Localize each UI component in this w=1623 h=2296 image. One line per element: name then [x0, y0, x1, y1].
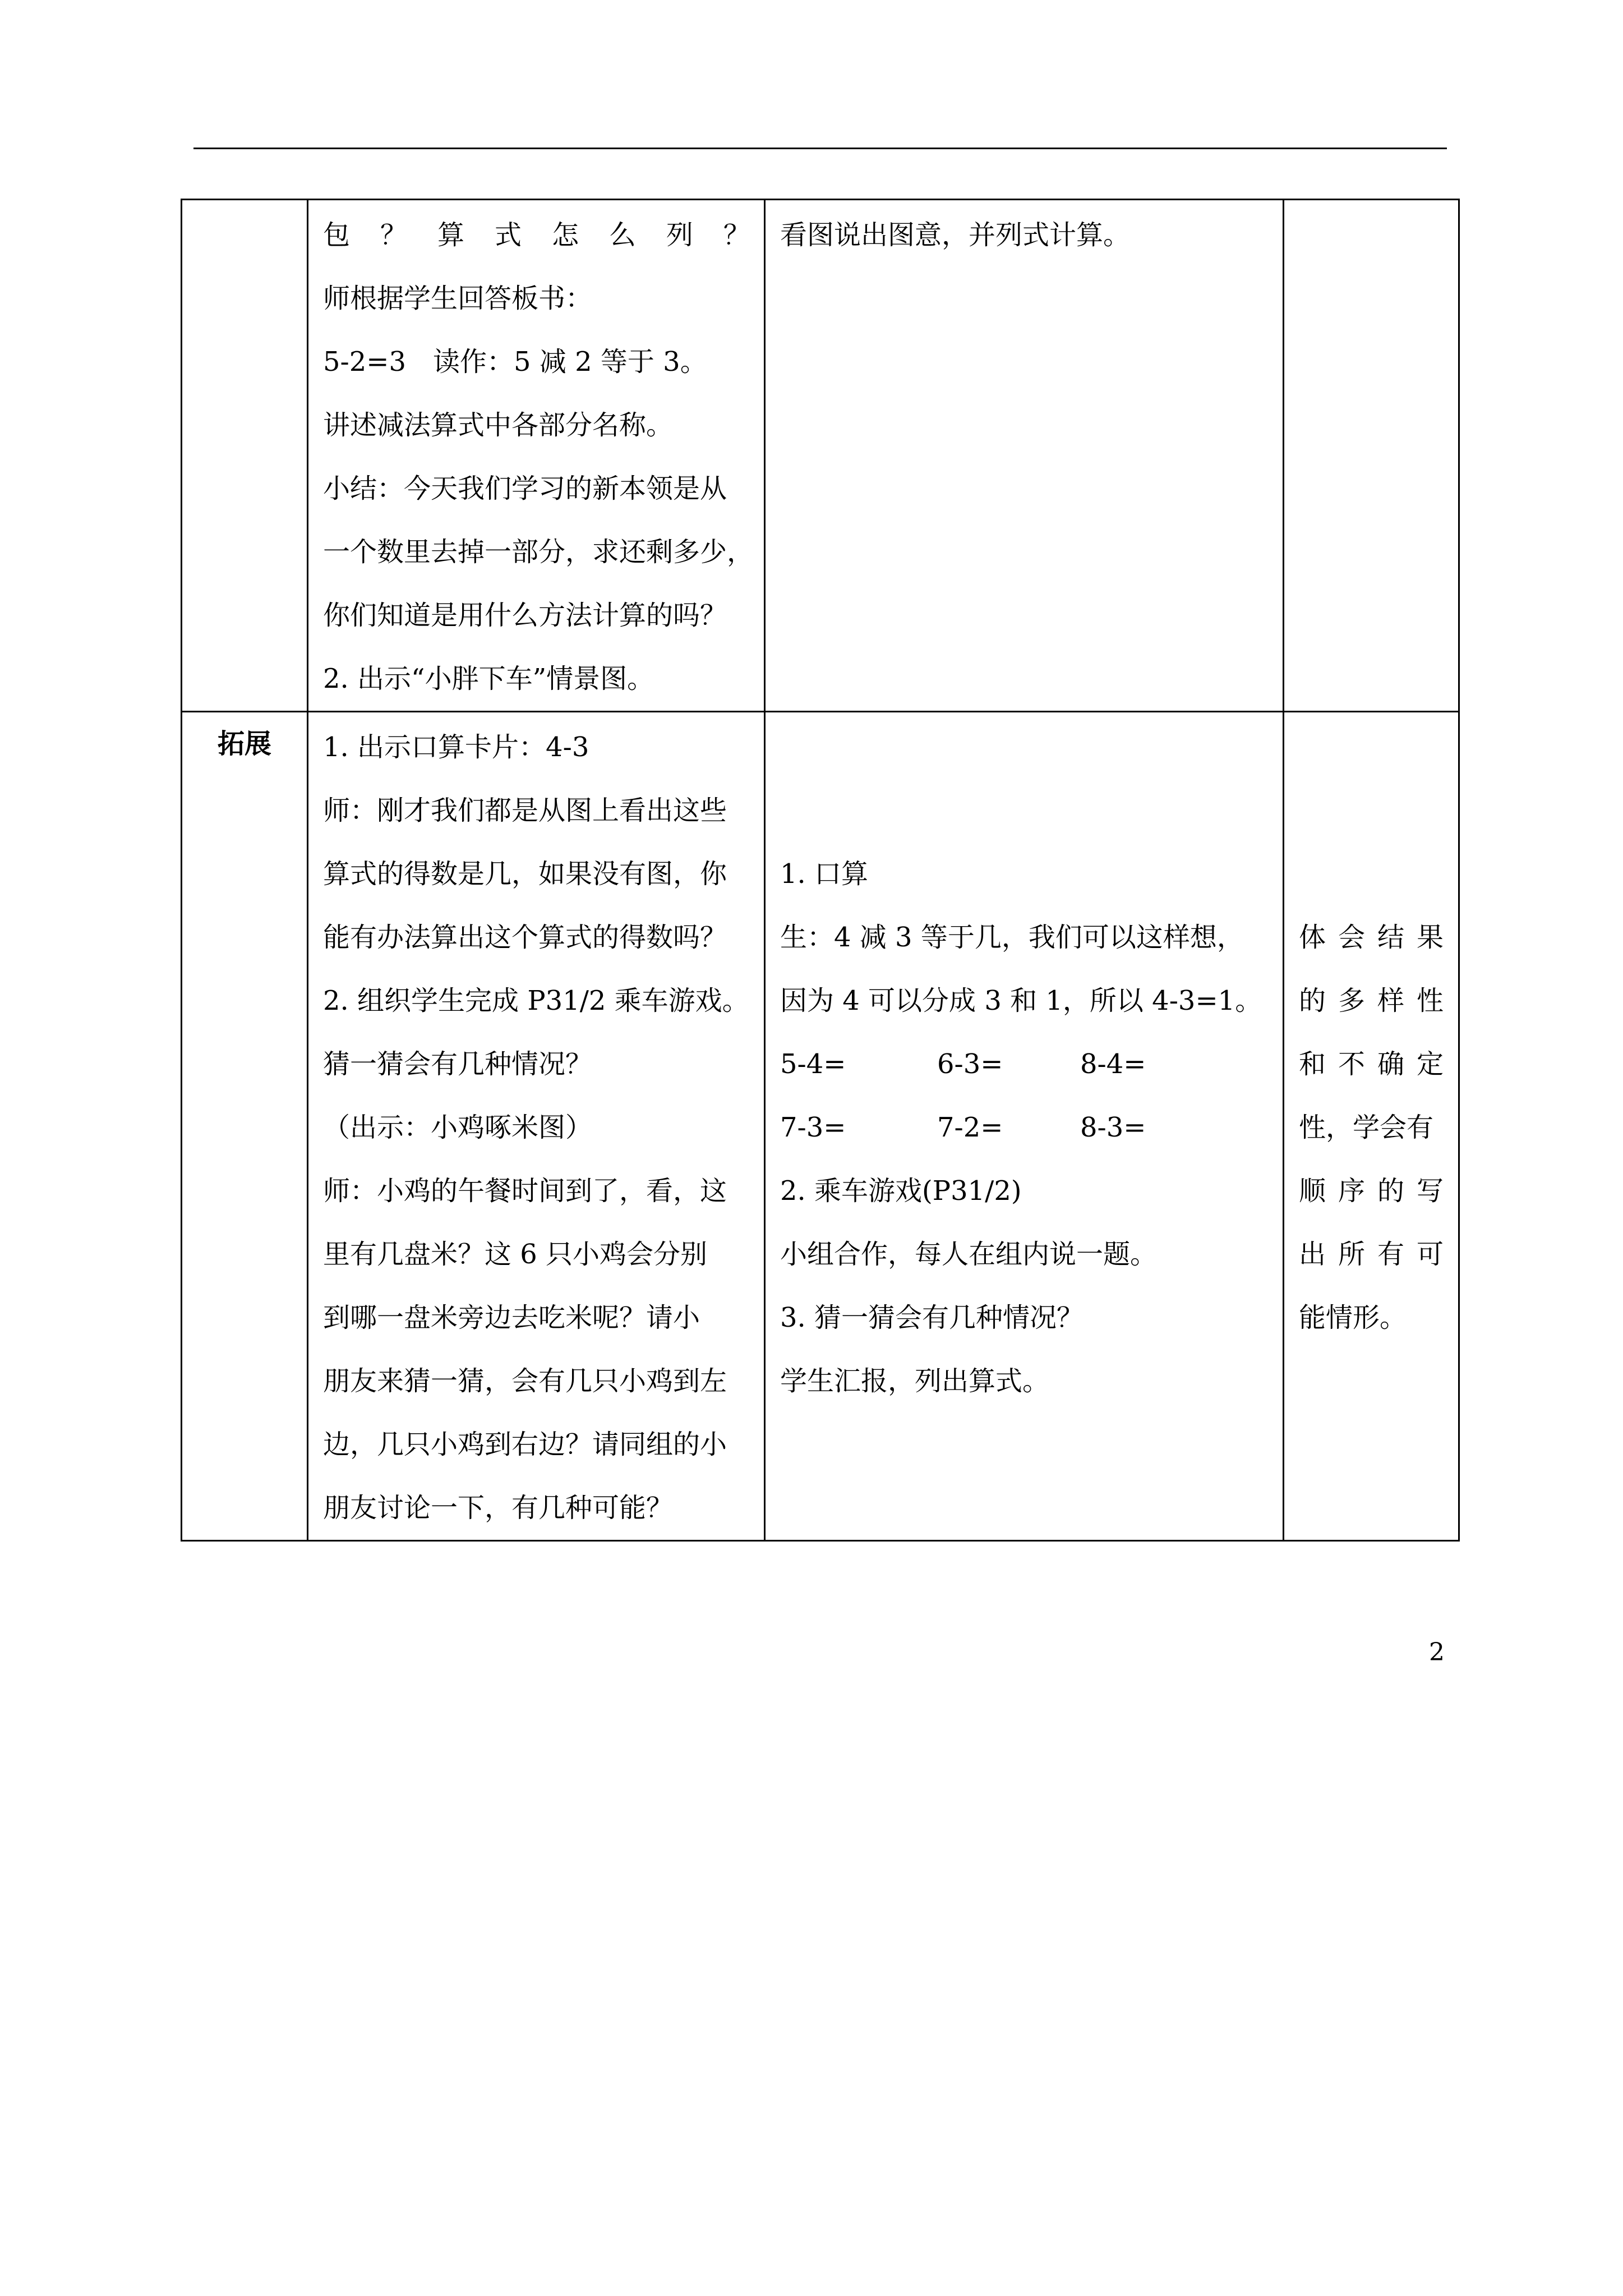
design-intent-cell — [1284, 712, 1459, 1541]
intent-text: 有 — [1377, 1239, 1404, 1270]
intent-text: 果 — [1416, 922, 1444, 953]
text-line: 师：小鸡的午餐时间到了，看，这 — [323, 1175, 727, 1207]
text-line: 师：刚才我们都是从图上看出这些 — [323, 795, 727, 826]
text-line: 一个数里去掉一部分，求还剩多少， — [323, 536, 754, 568]
justified-char: ？ — [723, 219, 750, 251]
text-line: 3. 猜一猜会有几种情况？ — [780, 1302, 1084, 1333]
text-line: 猜一猜会有几种情况？ — [323, 1048, 593, 1080]
text-line: 能有办法算出这个算式的得数吗？ — [323, 922, 727, 953]
intent-line — [1299, 1096, 1444, 1159]
intent-text: 可 — [1416, 1239, 1444, 1270]
intent-text: 能情形。 — [1299, 1302, 1407, 1333]
intent-text: 所 — [1338, 1239, 1365, 1270]
intent-line — [1299, 969, 1444, 1033]
text-line: 2. 乘车游戏(P31/2) — [780, 1175, 1022, 1207]
lesson-plan-table — [181, 199, 1460, 1542]
intent-text: 体 — [1299, 922, 1326, 953]
text-line: 到哪一盘米旁边去吃米呢？请小 — [323, 1302, 700, 1333]
text-line: （出示：小鸡啄米图） — [323, 1112, 593, 1143]
equation: 5-4= — [780, 1048, 846, 1080]
text-line: 小结：今天我们学习的新本领是从 — [323, 473, 727, 504]
text-line: 1. 口算 — [780, 858, 869, 890]
justified-char: 包 — [323, 219, 351, 251]
text-line: 学生汇报，列出算式。 — [780, 1365, 1050, 1397]
text-line: 讲述减法算式中各部分名称。 — [323, 409, 674, 441]
intent-line — [1299, 1223, 1444, 1286]
intent-text: 性 — [1416, 985, 1444, 1016]
text-line: 朋友讨论一下，有几种可能？ — [323, 1492, 674, 1524]
text-line: 因为 4 可以分成 3 和 1，所以 4-3=1。 — [780, 985, 1262, 1016]
design-intent-cell — [1284, 200, 1459, 712]
equation-row — [780, 1033, 1269, 1096]
table-row — [182, 200, 1459, 712]
intent-line — [1299, 906, 1444, 969]
justified-char: 么 — [608, 219, 636, 251]
student-activity-cell — [765, 712, 1284, 1541]
text-line: 2. 组织学生完成 P31/2 乘车游戏。 — [323, 985, 749, 1016]
intent-text: 和 — [1299, 1048, 1326, 1080]
text-line: 朋友来猜一猜，会有几只小鸡到左 — [323, 1365, 727, 1397]
text-line: 算式的得数是几，如果没有图，你 — [323, 858, 727, 890]
text-line: 生：4 减 3 等于几，我们可以这样想， — [780, 922, 1244, 953]
text-line: 1. 出示口算卡片：4-3 — [323, 731, 589, 763]
equation: 8-3= — [1080, 1112, 1146, 1143]
section-label-cell — [182, 200, 308, 712]
intent-text: 结 — [1377, 922, 1404, 953]
intent-text: 会 — [1338, 922, 1365, 953]
text-line: 你们知道是用什么方法计算的吗？ — [323, 600, 727, 631]
justified-line — [323, 204, 750, 267]
intent-text: 出 — [1299, 1239, 1326, 1270]
text-line: 师根据学生回答板书： — [323, 283, 593, 314]
header-rule — [193, 148, 1447, 149]
intent-text: 序 — [1338, 1175, 1365, 1207]
intent-text: 样 — [1377, 985, 1404, 1016]
intent-text: 多 — [1338, 985, 1365, 1016]
intent-text: 写 — [1416, 1175, 1444, 1207]
intent-text: 的 — [1299, 985, 1326, 1016]
intent-line — [1299, 1033, 1444, 1096]
text-line: 2. 出示“小胖下车”情景图。 — [323, 663, 654, 694]
table-row — [182, 712, 1459, 1541]
text-line: 看图说出图意，并列式计算。 — [780, 219, 1131, 251]
intent-text: 顺 — [1299, 1175, 1326, 1207]
teacher-activity-cell — [308, 712, 765, 1541]
equation: 7-3= — [780, 1112, 846, 1143]
intent-text: 确 — [1377, 1048, 1404, 1080]
text-line: 5-2=3 读作：5 减 2 等于 3。 — [323, 346, 707, 378]
intent-text: 定 — [1416, 1048, 1444, 1080]
justified-char: ？ — [380, 219, 407, 251]
intent-text: 的 — [1377, 1175, 1404, 1207]
equation: 7-2= — [937, 1112, 1003, 1143]
justified-char: 算 — [437, 219, 464, 251]
intent-line — [1299, 1159, 1444, 1223]
justified-char: 列 — [666, 219, 693, 251]
section-label-cell: 拓展 — [182, 712, 308, 1541]
intent-text: 性，学会有 — [1299, 1112, 1434, 1143]
page-number: 2 — [1429, 1638, 1445, 1667]
intent-text: 不 — [1338, 1048, 1365, 1080]
equation: 8-4= — [1080, 1048, 1146, 1080]
teacher-activity-cell — [308, 200, 765, 712]
text-line: 边，几只小鸡到右边？请同组的小 — [323, 1429, 727, 1460]
text-line: 里有几盘米？这 6 只小鸡会分别 — [323, 1239, 708, 1270]
justified-char: 式 — [494, 219, 522, 251]
justified-char: 怎 — [551, 219, 579, 251]
text-line: 小组合作，每人在组内说一题。 — [780, 1239, 1158, 1270]
intent-line — [1299, 1286, 1444, 1350]
student-activity-cell — [765, 200, 1284, 712]
equation-row — [780, 1096, 1269, 1159]
equation: 6-3= — [937, 1048, 1003, 1080]
